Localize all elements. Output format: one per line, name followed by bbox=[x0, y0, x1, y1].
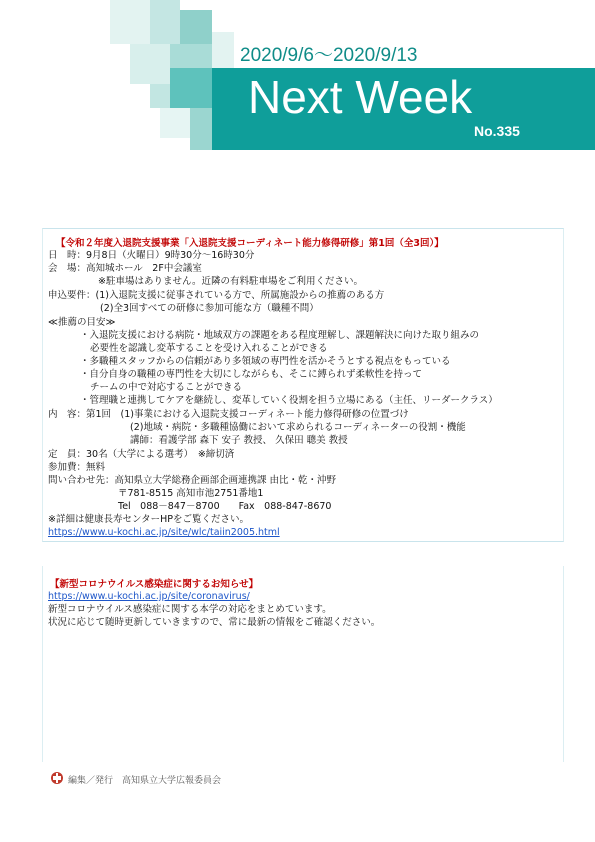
event-line-venue: 会 場：高知城ホール 2F中会議室 bbox=[48, 263, 202, 274]
event-line-details: ※詳細は健康長寿センターHPをご覧ください。 bbox=[48, 514, 249, 525]
notice-line-1: 新型コロナウイルス感染症に関する本学の対応をまとめています。 bbox=[48, 604, 332, 615]
notice-link[interactable]: https://www.u-kochi.ac.jp/site/coronavirus/ bbox=[48, 591, 250, 602]
event-line-contact: 問い合わせ先：高知県立大学総務企画部企画連携課 由比・乾・沖野 bbox=[48, 475, 337, 486]
event-line-capacity: 定 員：30名（大学による選考） ※締切済 bbox=[48, 449, 235, 460]
event-line-requirement-2: (2)全3回すべての研修に参加可能な方（職種不問） bbox=[100, 303, 319, 314]
event-line-guideline-4: ・管理職と連携してケアを継続し、変革していく役割を担う立場にある（主任、リーダークラス） bbox=[80, 395, 498, 406]
event-line-content-2: (2)地域・病院・多職種協働において求められるコーディネーターの役割・機能 bbox=[130, 422, 466, 433]
notice-line-2: 状況に応じて随時更新していきますので、常に最新の情報をご確認ください。 bbox=[48, 617, 381, 628]
notice-heading: 【新型コロナウイルス感染症に関するお知らせ】 bbox=[50, 579, 259, 590]
event-line-guideline-1a: ・入退院支援における病院・地域双方の課題をある程度理解し、課題解決に向けた取り組みの bbox=[80, 330, 480, 341]
event-line-fee: 参加費：無料 bbox=[48, 462, 106, 473]
event-line-date: 日 時：9月8日（火曜日）9時30分～16時30分 bbox=[48, 250, 255, 261]
event-line-guideline-1b: 必要性を認識し変革することを受け入れることができる bbox=[90, 343, 328, 354]
event-line-guideline-3a: ・自分自身の職種の専門性を大切にしながらも、そこに縛られず柔軟性を持って bbox=[80, 369, 423, 380]
event-line-address: 〒781-8515 高知市池2751番地1 bbox=[118, 488, 264, 499]
event-line-guideline-2: ・多職種スタッフからの信頼があり多領域の専門性を活かそうとする視点をもっている bbox=[80, 356, 451, 367]
event-line-guideline-3b: チームの中で対応することができる bbox=[90, 382, 243, 393]
event-line-guideline-title: ≪推薦の目安≫ bbox=[48, 317, 116, 328]
page-title: Next Week bbox=[248, 71, 473, 123]
date-range: 2020/9/6～2020/9/13 bbox=[240, 45, 418, 66]
event-line-phone: Tel 088－847－8700 Fax 088-847-8670 bbox=[118, 501, 332, 512]
event-line-content-1: 内 容：第1回 (1)事業における入退院支援コーディネート能力修得研修の位置づけ bbox=[48, 409, 409, 420]
event-line-lecturer: 講師：看護学部 森下 安子 教授、 久保田 聰美 教授 bbox=[130, 435, 348, 446]
event-link[interactable]: https://www.u-kochi.ac.jp/site/wlc/taiin2005.html bbox=[48, 527, 280, 538]
event-heading: 【令和２年度入退院支援事業「入退院支援コーディネート能力修得研修」第1回（全3回）】 bbox=[56, 238, 444, 249]
footer-publisher: 編集／発行 高知県立大学広報委員会 bbox=[68, 776, 222, 786]
event-line-requirement-1: 申込要件：(1)入退院支援に従事されている方で、所属施設からの推薦のある方 bbox=[48, 290, 385, 301]
issue-number: No.335 bbox=[474, 123, 520, 139]
university-logo-icon bbox=[50, 771, 64, 785]
event-line-parking: ※駐車場はありません。近隣の有料駐車場をご利用ください。 bbox=[98, 276, 364, 287]
